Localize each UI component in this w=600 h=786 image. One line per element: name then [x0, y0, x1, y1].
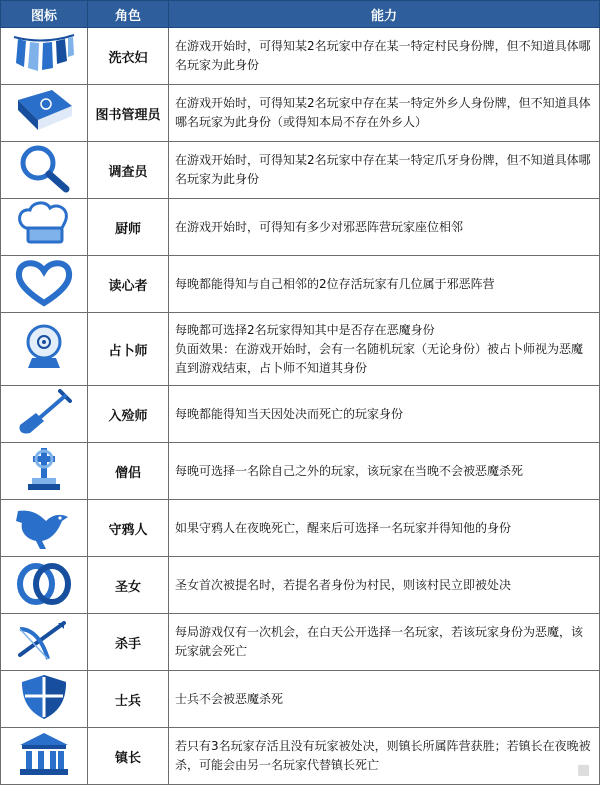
rings-icon	[12, 558, 76, 608]
header-ability: 能力	[169, 1, 600, 28]
magnifier-icon	[12, 143, 76, 193]
role-ability: 在游戏开始时，可得知某2名玩家中存在某一特定村民身份牌，但不知道具体哪名玩家为此身份	[169, 28, 600, 85]
table-row	[1, 28, 600, 85]
role-name: 调查员	[88, 142, 169, 199]
table-row	[1, 728, 600, 785]
role-name: 厨师	[88, 199, 169, 256]
table-row	[1, 85, 600, 142]
header-role: 角色	[88, 1, 169, 28]
icon-cell	[1, 85, 88, 142]
icon-cell	[1, 256, 88, 313]
table-row	[1, 557, 600, 614]
role-ability: 每晚可选择一名除自己之外的玩家，该玩家在当晚不会被恶魔杀死	[169, 443, 600, 500]
table-row	[1, 313, 600, 386]
icon-cell	[1, 614, 88, 671]
watermark: ▪	[576, 757, 592, 782]
crystal-ball-icon	[12, 322, 76, 372]
header-icon: 图标	[1, 1, 88, 28]
icon-cell	[1, 313, 88, 386]
heart-icon	[12, 257, 76, 307]
role-name: 镇长	[88, 728, 169, 785]
role-ability: 每晚都能得知当天因处决而死亡的玩家身份	[169, 386, 600, 443]
table-header-row	[1, 1, 600, 28]
icon-cell	[1, 500, 88, 557]
role-ability: 每晚都能得知与自己相邻的2位存活玩家有几位属于邪恶阵营	[169, 256, 600, 313]
role-ability: 圣女首次被提名时，若提名者身份为村民，则该村民立即被处决	[169, 557, 600, 614]
role-ability: 在游戏开始时，可得知某2名玩家中存在某一特定爪牙身份牌，但不知道具体哪名玩家为此身份	[169, 142, 600, 199]
shovel-icon	[12, 387, 76, 437]
role-ability: 如果守鸦人在夜晚死亡，醒来后可选择一名玩家并得知他的身份	[169, 500, 600, 557]
chef-hat-icon	[12, 200, 76, 250]
icon-cell	[1, 557, 88, 614]
book-icon	[12, 86, 76, 136]
icon-cell	[1, 728, 88, 785]
role-name: 士兵	[88, 671, 169, 728]
table-row	[1, 443, 600, 500]
icon-cell	[1, 386, 88, 443]
raven-icon	[12, 501, 76, 551]
icon-cell	[1, 142, 88, 199]
table-row	[1, 142, 600, 199]
table-row	[1, 671, 600, 728]
role-name: 僧侣	[88, 443, 169, 500]
role-ability: 每局游戏仅有一次机会，在白天公开选择一名玩家，若该玩家身份为恶魔，该玩家就会死亡	[169, 614, 600, 671]
town-hall-icon	[12, 729, 76, 779]
role-name: 守鸦人	[88, 500, 169, 557]
role-name: 圣女	[88, 557, 169, 614]
role-name: 入殓师	[88, 386, 169, 443]
crossbow-icon	[12, 615, 76, 665]
role-name: 占卜师	[88, 313, 169, 386]
role-ability: 在游戏开始时，可得知某2名玩家中存在某一特定外乡人身份牌，但不知道具体哪名玩家为此身份（或得知本局不存在外乡人）	[169, 85, 600, 142]
role-ability: 若只有3名玩家存活且没有玩家被处决，则镇长所属阵营获胜；若镇长在夜晚被杀，可能会由另一名玩家代替镇长死亡	[169, 728, 600, 785]
role-name: 杀手	[88, 614, 169, 671]
tombstone-cross-icon	[12, 444, 76, 494]
shield-icon	[12, 672, 76, 722]
role-ability: 每晚都可选择2名玩家得知其中是否存在恶魔身份 负面效果：在游戏开始时，会有一名随机玩家（无论身份）被占卜师视为恶魔直到游戏结束，占卜师不知道其身份	[169, 313, 600, 386]
role-name: 读心者	[88, 256, 169, 313]
table-row	[1, 199, 600, 256]
role-name: 洗衣妇	[88, 28, 169, 85]
table-row	[1, 256, 600, 313]
table-row	[1, 386, 600, 443]
laundry-clothesline-icon	[12, 29, 76, 79]
icon-cell	[1, 28, 88, 85]
role-ability: 士兵不会被恶魔杀死	[169, 671, 600, 728]
icon-cell	[1, 199, 88, 256]
icon-cell	[1, 443, 88, 500]
role-ability: 在游戏开始时，可得知有多少对邪恶阵营玩家座位相邻	[169, 199, 600, 256]
icon-cell	[1, 671, 88, 728]
table-row	[1, 500, 600, 557]
role-name: 图书管理员	[88, 85, 169, 142]
table-row	[1, 614, 600, 671]
